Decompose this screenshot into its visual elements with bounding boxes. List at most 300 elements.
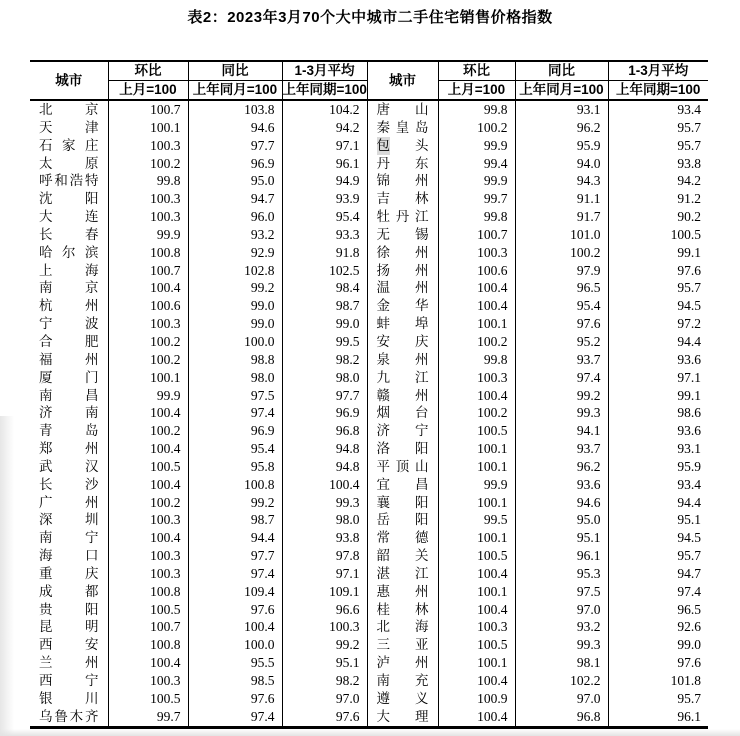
- city-cell-right: [367, 494, 438, 512]
- city-cell-left: [30, 583, 108, 601]
- cell-yoy-right: 93.7: [515, 351, 608, 369]
- cell-yoy-right: 94.6: [515, 494, 608, 512]
- city-name: 兰 州: [39, 655, 99, 671]
- city-name: 锦 州: [376, 173, 429, 189]
- header-row-main: [30, 61, 708, 81]
- cell-avg-left: 93.9: [282, 190, 367, 208]
- table-row: [30, 636, 708, 654]
- cell-mom-right: 100.5: [438, 547, 515, 565]
- table-row: [30, 511, 708, 529]
- cell-mom-left: 100.1: [108, 119, 188, 137]
- city-cell-right: [367, 172, 438, 190]
- city-name: 徐 州: [376, 244, 429, 260]
- city-cell-left: [30, 262, 108, 280]
- city-name: 秦 皇 岛: [376, 119, 429, 135]
- city-cell-left: [30, 208, 108, 226]
- cell-yoy-left: 96.9: [188, 155, 282, 173]
- cell-mom-right: 100.9: [438, 690, 515, 708]
- cell-yoy-left: 98.7: [188, 511, 282, 529]
- city-name: 西 安: [39, 637, 99, 653]
- table-row: [30, 100, 708, 119]
- cell-mom-left: 100.2: [108, 333, 188, 351]
- cell-yoy-right: 95.9: [515, 137, 608, 155]
- cell-avg-right: 95.7: [608, 547, 708, 565]
- city-name: 天 津: [39, 119, 99, 135]
- cell-avg-right: 94.2: [608, 172, 708, 190]
- city-name: 洛 阳: [376, 441, 429, 457]
- cell-avg-right: 95.7: [608, 119, 708, 137]
- table-row: [30, 672, 708, 690]
- cell-mom-left: 100.3: [108, 208, 188, 226]
- cell-mom-right: 99.9: [438, 137, 515, 155]
- cell-yoy-right: 93.1: [515, 100, 608, 119]
- city-name: 无 锡: [376, 226, 429, 242]
- header-mom-base-left: 上月=100: [108, 81, 188, 101]
- cell-yoy-right: 94.0: [515, 155, 608, 173]
- city-name: 韶 关: [376, 548, 429, 564]
- city-name: 长 沙: [39, 476, 99, 492]
- city-name: 北 京: [39, 102, 99, 117]
- city-cell-right: [367, 672, 438, 690]
- cell-avg-left: 100.4: [282, 476, 367, 494]
- cell-mom-left: 100.3: [108, 672, 188, 690]
- city-name: 长 春: [39, 226, 99, 242]
- cell-avg-left: 94.2: [282, 119, 367, 137]
- cell-avg-left: 94.8: [282, 458, 367, 476]
- cell-yoy-left: 94.4: [188, 529, 282, 547]
- city-name: 惠 州: [376, 583, 429, 599]
- cell-mom-left: 100.4: [108, 529, 188, 547]
- city-name: 福 州: [39, 351, 99, 367]
- city-cell-right: [367, 601, 438, 619]
- cell-yoy-left: 102.8: [188, 262, 282, 280]
- page-edge-shade-left: [0, 416, 14, 736]
- header-yoy-right: 同比: [515, 61, 608, 81]
- cell-avg-right: 94.4: [608, 333, 708, 351]
- table-row: [30, 529, 708, 547]
- cell-avg-right: 97.1: [608, 369, 708, 387]
- cell-yoy-right: 102.2: [515, 672, 608, 690]
- cell-avg-right: 95.1: [608, 511, 708, 529]
- cell-yoy-right: 100.2: [515, 244, 608, 262]
- cell-mom-left: 99.9: [108, 226, 188, 244]
- header-avg-base-right: 上年同期=100: [608, 81, 708, 101]
- table-row: [30, 244, 708, 262]
- page-title: 表2：2023年3月70个大中城市二手住宅销售价格指数: [187, 9, 553, 26]
- city-cell-right: [367, 404, 438, 422]
- header-city-left: 城市: [30, 61, 108, 100]
- city-name: 南 昌: [39, 387, 99, 403]
- city-name: 呼 和 浩 特: [39, 173, 99, 189]
- cell-mom-right: 100.4: [438, 708, 515, 727]
- cell-avg-left: 99.5: [282, 333, 367, 351]
- city-cell-left: [30, 244, 108, 262]
- cell-avg-right: 94.4: [608, 494, 708, 512]
- city-name: 银 川: [39, 690, 99, 706]
- cell-mom-left: 100.3: [108, 511, 188, 529]
- cell-yoy-left: 93.2: [188, 226, 282, 244]
- cell-yoy-right: 96.2: [515, 119, 608, 137]
- cell-mom-left: 100.8: [108, 636, 188, 654]
- cell-mom-left: 100.5: [108, 601, 188, 619]
- cell-avg-left: 96.1: [282, 155, 367, 173]
- cell-yoy-right: 97.4: [515, 369, 608, 387]
- cell-mom-right: 99.9: [438, 476, 515, 494]
- cell-mom-left: 99.9: [108, 387, 188, 405]
- city-cell-left: [30, 422, 108, 440]
- cell-mom-right: 100.4: [438, 565, 515, 583]
- table-row: [30, 708, 708, 727]
- header-mom-base-right: 上月=100: [438, 81, 515, 101]
- city-name: 广 州: [39, 494, 99, 510]
- cell-mom-right: 99.8: [438, 351, 515, 369]
- header-avg-left: 1-3月平均: [282, 61, 367, 81]
- cell-yoy-left: 100.8: [188, 476, 282, 494]
- city-cell-right: [367, 422, 438, 440]
- table-row: [30, 547, 708, 565]
- price-index-table: [30, 60, 708, 729]
- cell-yoy-left: 99.2: [188, 279, 282, 297]
- cell-avg-right: 93.4: [608, 476, 708, 494]
- city-cell-left: [30, 333, 108, 351]
- cell-mom-left: 100.3: [108, 565, 188, 583]
- cell-avg-right: 99.1: [608, 387, 708, 405]
- cell-avg-left: 95.1: [282, 654, 367, 672]
- cell-yoy-right: 97.0: [515, 601, 608, 619]
- cell-mom-right: 100.4: [438, 297, 515, 315]
- cell-avg-left: 98.0: [282, 369, 367, 387]
- cell-yoy-right: 95.2: [515, 333, 608, 351]
- cell-mom-right: 100.1: [438, 315, 515, 333]
- cell-yoy-right: 97.0: [515, 690, 608, 708]
- city-cell-left: [30, 690, 108, 708]
- cell-yoy-left: 92.9: [188, 244, 282, 262]
- city-name: 西 宁: [39, 673, 99, 688]
- cell-mom-left: 100.4: [108, 476, 188, 494]
- header-mom-right: 环比: [438, 61, 515, 81]
- cell-yoy-right: 96.2: [515, 458, 608, 476]
- city-name: 宁 波: [39, 316, 99, 332]
- city-cell-left: [30, 529, 108, 547]
- cell-avg-right: 91.2: [608, 190, 708, 208]
- cell-avg-right: 94.5: [608, 529, 708, 547]
- city-cell-right: [367, 708, 438, 727]
- header-avg-base-left: 上年同期=100: [282, 81, 367, 101]
- cell-yoy-right: 95.1: [515, 529, 608, 547]
- cell-avg-right: 99.1: [608, 244, 708, 262]
- city-name: 厦 门: [39, 369, 99, 385]
- cell-mom-left: 100.5: [108, 458, 188, 476]
- city-name: 济 宁: [376, 423, 429, 439]
- city-cell-right: [367, 440, 438, 458]
- city-cell-right: [367, 315, 438, 333]
- table-row: [30, 494, 708, 512]
- table-row: [30, 315, 708, 333]
- city-cell-left: [30, 297, 108, 315]
- city-cell-right: [367, 618, 438, 636]
- table-row: [30, 654, 708, 672]
- cell-mom-right: 99.7: [438, 190, 515, 208]
- cell-yoy-right: 96.5: [515, 279, 608, 297]
- city-name: 南 宁: [39, 530, 99, 546]
- city-cell-right: [367, 279, 438, 297]
- city-name: 南 充: [376, 673, 429, 688]
- cell-avg-right: 93.6: [608, 351, 708, 369]
- city-cell-left: [30, 476, 108, 494]
- city-name: 襄 阳: [376, 494, 429, 510]
- cell-mom-right: 99.8: [438, 208, 515, 226]
- city-name: 九 江: [376, 369, 429, 385]
- city-name: 郑 州: [39, 441, 99, 457]
- cell-avg-right: 93.1: [608, 440, 708, 458]
- table-row: [30, 208, 708, 226]
- cell-avg-right: 101.8: [608, 672, 708, 690]
- cell-mom-right: 100.3: [438, 369, 515, 387]
- city-cell-right: [367, 137, 438, 155]
- city-name: 南 京: [39, 280, 99, 296]
- city-cell-right: [367, 333, 438, 351]
- table-row: [30, 297, 708, 315]
- city-name: 烟 台: [376, 405, 429, 421]
- city-name: 扬 州: [376, 262, 429, 278]
- city-cell-right: [367, 226, 438, 244]
- cell-avg-left: 99.0: [282, 315, 367, 333]
- city-cell-left: [30, 279, 108, 297]
- city-cell-left: [30, 654, 108, 672]
- cell-mom-left: 100.4: [108, 654, 188, 672]
- city-cell-left: [30, 387, 108, 405]
- cell-avg-right: 94.7: [608, 565, 708, 583]
- city-cell-right: [367, 369, 438, 387]
- cell-yoy-right: 97.6: [515, 315, 608, 333]
- cell-yoy-right: 95.4: [515, 297, 608, 315]
- cell-avg-left: 102.5: [282, 262, 367, 280]
- cell-mom-left: 100.7: [108, 262, 188, 280]
- cell-avg-left: 97.7: [282, 387, 367, 405]
- cell-avg-left: 109.1: [282, 583, 367, 601]
- table-row: [30, 137, 708, 155]
- cell-mom-right: 99.4: [438, 155, 515, 173]
- city-cell-left: [30, 190, 108, 208]
- city-cell-right: [367, 654, 438, 672]
- cell-avg-left: 104.2: [282, 100, 367, 119]
- city-cell-right: [367, 190, 438, 208]
- cell-avg-left: 93.8: [282, 529, 367, 547]
- table-row: [30, 333, 708, 351]
- city-name: 三 亚: [376, 637, 429, 653]
- city-cell-right: [367, 155, 438, 173]
- city-cell-left: [30, 315, 108, 333]
- table-row: [30, 565, 708, 583]
- cell-avg-left: 96.8: [282, 422, 367, 440]
- city-cell-left: [30, 137, 108, 155]
- cell-mom-left: 100.7: [108, 100, 188, 119]
- cell-yoy-right: 96.1: [515, 547, 608, 565]
- header-avg-right: 1-3月平均: [608, 61, 708, 81]
- cell-avg-right: 92.6: [608, 618, 708, 636]
- cell-yoy-left: 97.4: [188, 404, 282, 422]
- cell-avg-left: 96.6: [282, 601, 367, 619]
- city-cell-right: [367, 529, 438, 547]
- cell-avg-right: 97.2: [608, 315, 708, 333]
- cell-mom-right: 100.6: [438, 262, 515, 280]
- city-name: 岳 阳: [376, 512, 429, 528]
- cell-yoy-left: 97.6: [188, 601, 282, 619]
- cell-yoy-right: 96.8: [515, 708, 608, 727]
- city-cell-right: [367, 297, 438, 315]
- cell-mom-left: 100.2: [108, 155, 188, 173]
- cell-yoy-left: 103.8: [188, 100, 282, 119]
- table-row: [30, 440, 708, 458]
- cell-avg-left: 99.2: [282, 636, 367, 654]
- table-row: [30, 172, 708, 190]
- cell-avg-left: 98.4: [282, 279, 367, 297]
- cell-yoy-left: 97.5: [188, 387, 282, 405]
- cell-yoy-right: 93.2: [515, 618, 608, 636]
- table-row: [30, 387, 708, 405]
- city-cell-right: [367, 100, 438, 119]
- cell-yoy-left: 100.4: [188, 618, 282, 636]
- city-name: 吉 林: [376, 191, 429, 207]
- cell-avg-right: 95.9: [608, 458, 708, 476]
- city-name: 遵 义: [376, 690, 429, 706]
- cell-yoy-left: 95.0: [188, 172, 282, 190]
- cell-yoy-left: 98.8: [188, 351, 282, 369]
- cell-yoy-right: 93.7: [515, 440, 608, 458]
- cell-avg-right: 93.6: [608, 422, 708, 440]
- city-cell-left: [30, 601, 108, 619]
- table-row: [30, 690, 708, 708]
- city-cell-right: [367, 351, 438, 369]
- cell-avg-left: 98.0: [282, 511, 367, 529]
- city-cell-left: [30, 458, 108, 476]
- city-cell-right: [367, 244, 438, 262]
- cell-avg-left: 98.2: [282, 672, 367, 690]
- header-yoy-base-left: 上年同月=100: [188, 81, 282, 101]
- city-name: 唐 山: [376, 102, 429, 117]
- header-city-right: 城市: [367, 61, 438, 100]
- table-body: [30, 100, 708, 727]
- city-cell-left: [30, 618, 108, 636]
- cell-mom-right: 100.4: [438, 279, 515, 297]
- city-cell-left: [30, 511, 108, 529]
- city-cell-right: [367, 547, 438, 565]
- cell-avg-left: 96.9: [282, 404, 367, 422]
- city-name: 济 南: [39, 405, 99, 421]
- cell-mom-left: 100.4: [108, 440, 188, 458]
- table-row: [30, 458, 708, 476]
- cell-mom-right: 100.1: [438, 529, 515, 547]
- city-name: 贵 阳: [39, 601, 99, 617]
- cell-mom-left: 100.6: [108, 297, 188, 315]
- cell-yoy-left: 97.4: [188, 708, 282, 727]
- cell-mom-right: 100.1: [438, 440, 515, 458]
- city-cell-left: [30, 636, 108, 654]
- cell-avg-right: 93.8: [608, 155, 708, 173]
- city-cell-right: [367, 262, 438, 280]
- cell-avg-left: 97.1: [282, 137, 367, 155]
- city-cell-right: [367, 583, 438, 601]
- cell-yoy-left: 97.6: [188, 690, 282, 708]
- cell-yoy-right: 101.0: [515, 226, 608, 244]
- cell-avg-right: 98.6: [608, 404, 708, 422]
- table-row: [30, 601, 708, 619]
- city-name: 石 家 庄: [39, 137, 99, 153]
- cell-avg-right: 97.4: [608, 583, 708, 601]
- cell-yoy-right: 99.3: [515, 636, 608, 654]
- table-row: [30, 369, 708, 387]
- cell-mom-right: 100.2: [438, 333, 515, 351]
- cell-yoy-right: 99.2: [515, 387, 608, 405]
- city-cell-left: [30, 672, 108, 690]
- city-cell-left: [30, 494, 108, 512]
- cell-mom-right: 100.4: [438, 672, 515, 690]
- cell-mom-right: 99.8: [438, 100, 515, 119]
- cell-yoy-left: 97.4: [188, 565, 282, 583]
- cell-mom-right: 99.9: [438, 172, 515, 190]
- table-row: [30, 476, 708, 494]
- cell-yoy-left: 109.4: [188, 583, 282, 601]
- cell-mom-left: 100.8: [108, 244, 188, 262]
- cell-yoy-right: 97.5: [515, 583, 608, 601]
- cell-avg-left: 98.7: [282, 297, 367, 315]
- cell-mom-left: 100.4: [108, 279, 188, 297]
- table-row: [30, 404, 708, 422]
- cell-avg-left: 97.6: [282, 708, 367, 727]
- cell-yoy-right: 94.1: [515, 422, 608, 440]
- cell-avg-right: 90.2: [608, 208, 708, 226]
- cell-yoy-right: 91.7: [515, 208, 608, 226]
- cell-yoy-left: 98.5: [188, 672, 282, 690]
- table-row: [30, 422, 708, 440]
- cell-avg-right: 94.5: [608, 297, 708, 315]
- cell-avg-left: 95.4: [282, 208, 367, 226]
- cell-mom-left: 100.3: [108, 315, 188, 333]
- cell-mom-left: 100.2: [108, 351, 188, 369]
- cell-mom-left: 100.5: [108, 690, 188, 708]
- city-name: 大 连: [39, 209, 99, 225]
- cell-mom-left: 100.1: [108, 369, 188, 387]
- cell-mom-right: 100.2: [438, 404, 515, 422]
- city-name: 太 原: [39, 155, 99, 171]
- cell-mom-left: 100.2: [108, 494, 188, 512]
- cell-mom-left: 100.3: [108, 137, 188, 155]
- city-cell-right: [367, 565, 438, 583]
- cell-avg-right: 100.5: [608, 226, 708, 244]
- cell-mom-right: 100.7: [438, 226, 515, 244]
- cell-avg-left: 91.8: [282, 244, 367, 262]
- city-name: 牡 丹 江: [376, 209, 429, 225]
- cell-avg-left: 97.1: [282, 565, 367, 583]
- cell-yoy-right: 93.6: [515, 476, 608, 494]
- city-name: 赣 州: [376, 387, 429, 403]
- city-name: 深 圳: [39, 512, 99, 528]
- city-name: 丹 东: [376, 155, 429, 171]
- cell-yoy-right: 97.9: [515, 262, 608, 280]
- cell-yoy-left: 96.9: [188, 422, 282, 440]
- cell-avg-right: 95.7: [608, 279, 708, 297]
- cell-yoy-left: 100.0: [188, 333, 282, 351]
- cell-yoy-left: 99.0: [188, 315, 282, 333]
- cell-yoy-left: 97.7: [188, 137, 282, 155]
- city-name: 武 汉: [39, 458, 99, 474]
- city-cell-right: [367, 636, 438, 654]
- city-name: 宜 昌: [376, 476, 429, 492]
- cell-avg-left: 98.2: [282, 351, 367, 369]
- cell-yoy-left: 98.0: [188, 369, 282, 387]
- header-yoy-base-right: 上年同月=100: [515, 81, 608, 101]
- city-name: 北 海: [376, 619, 429, 635]
